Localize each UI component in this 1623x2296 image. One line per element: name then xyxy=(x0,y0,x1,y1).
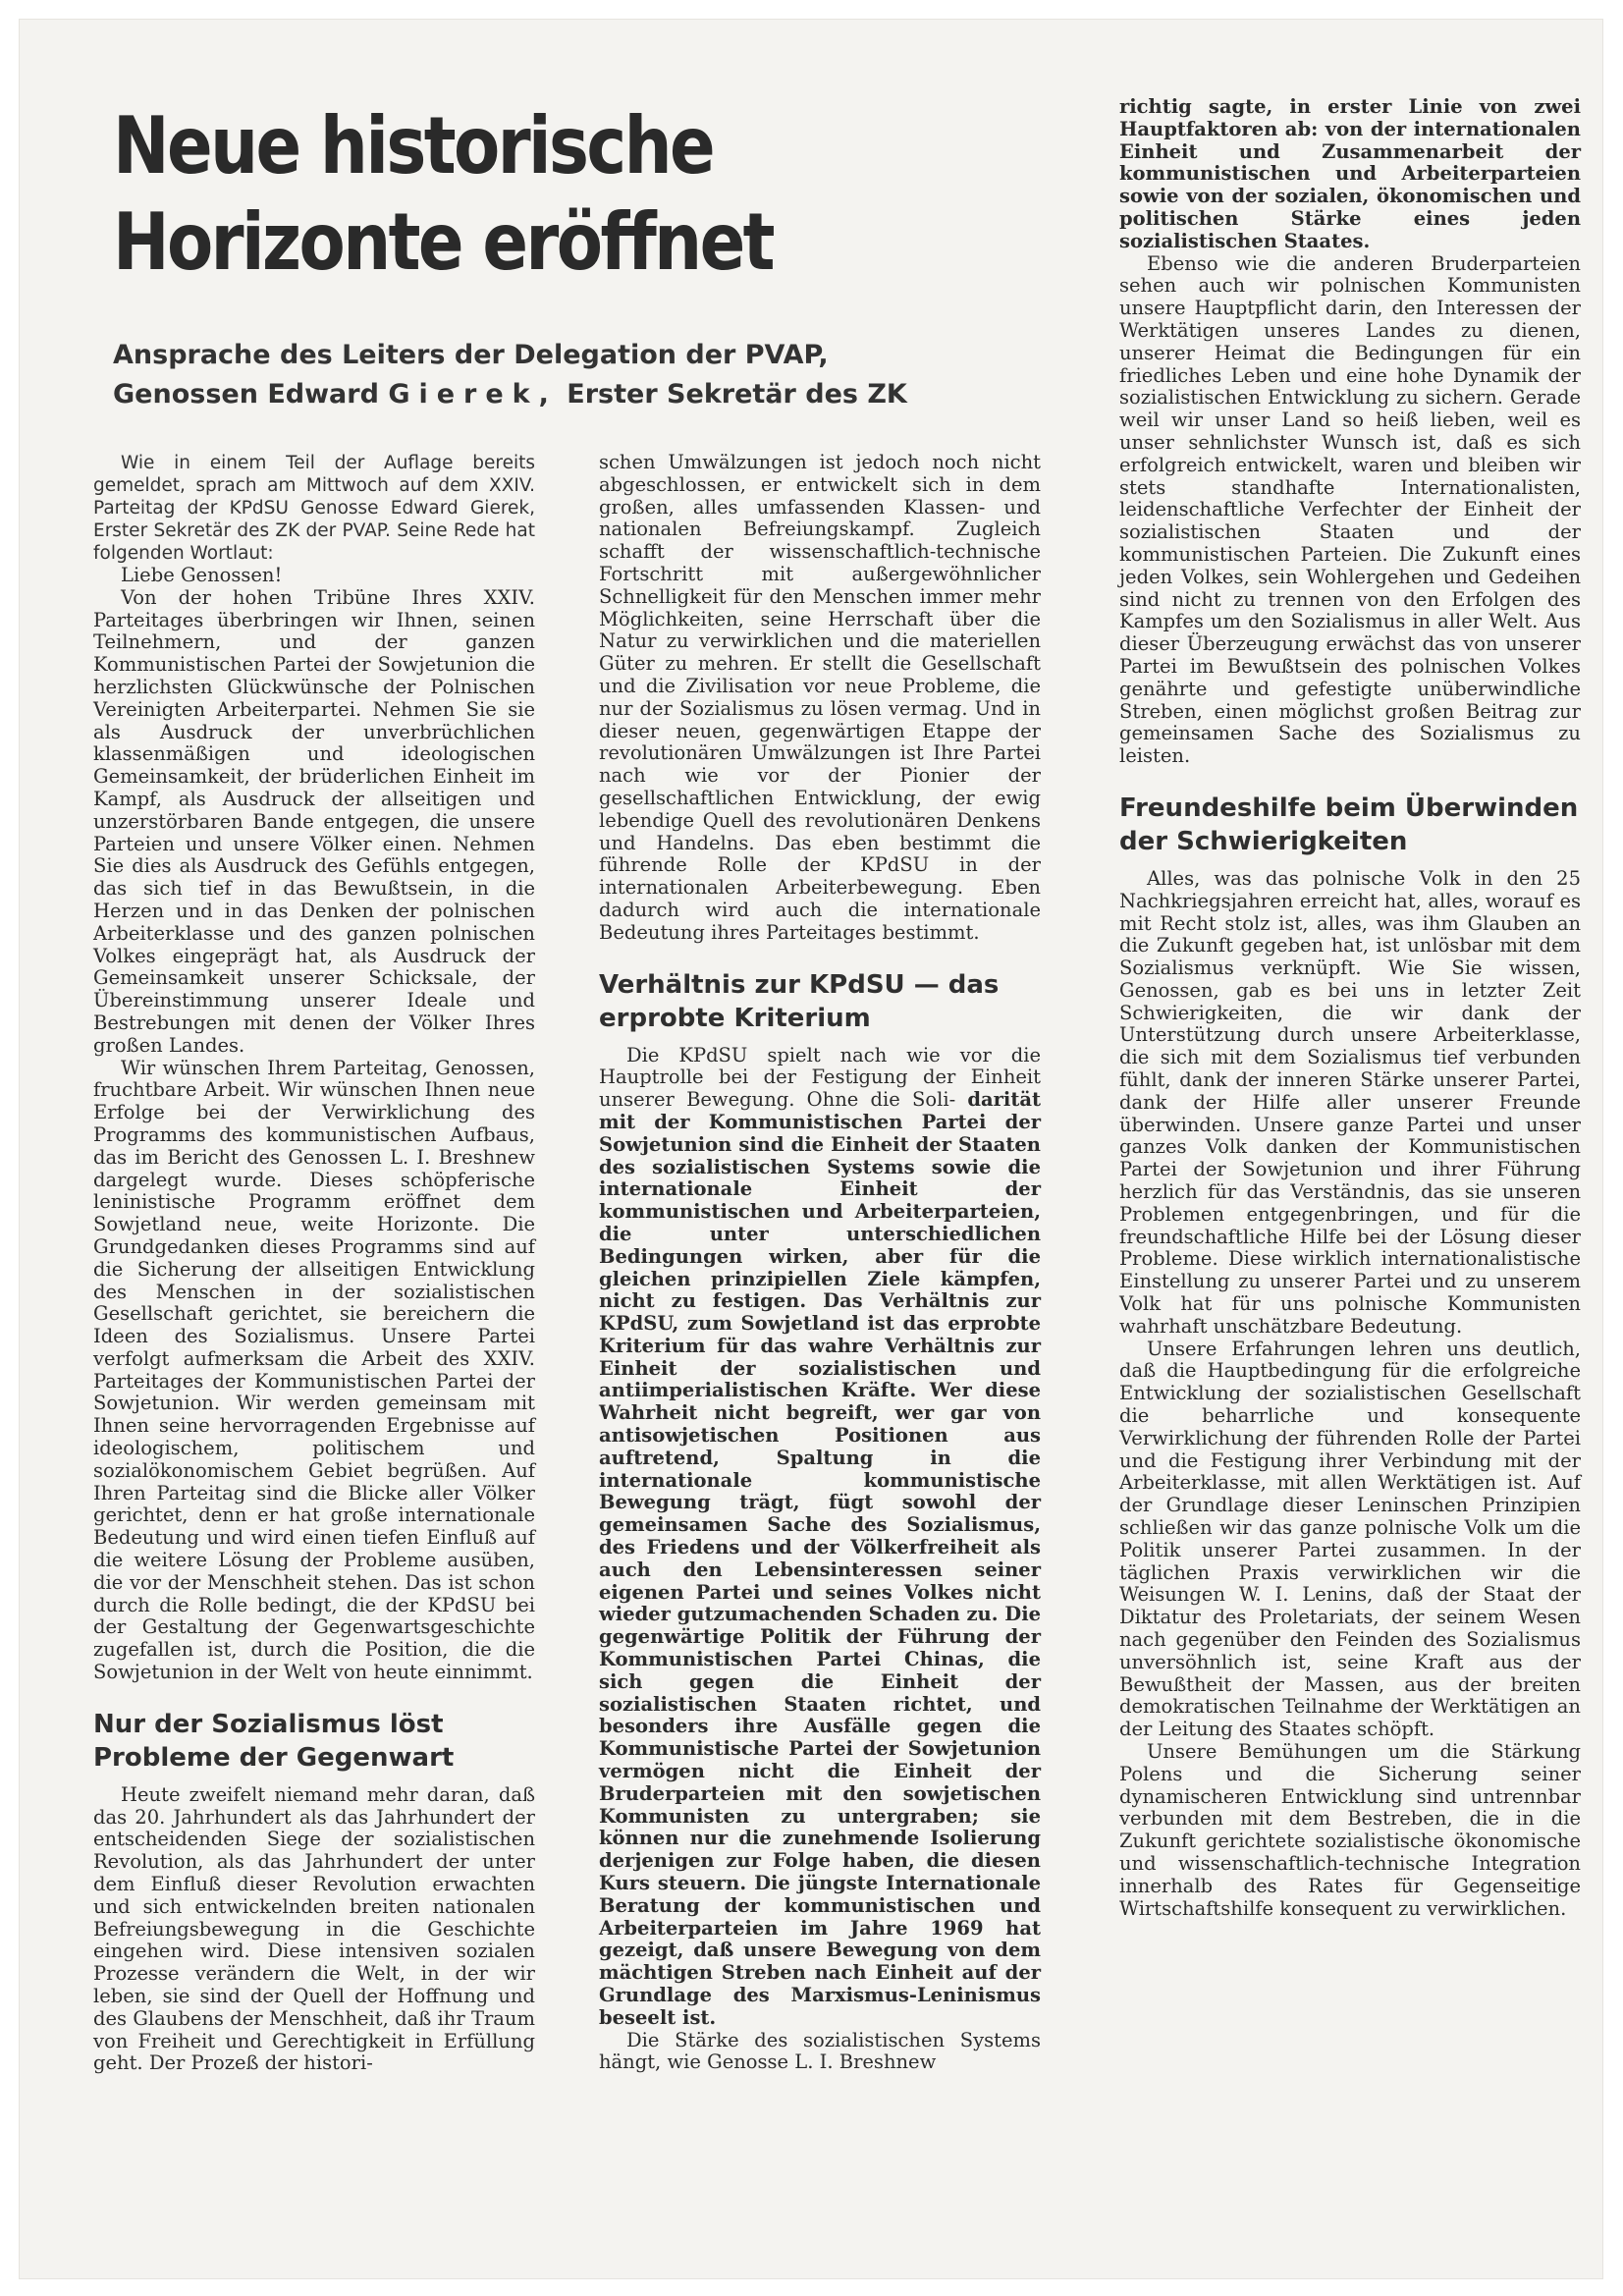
subhead-line-1: Ansprache des Leiters der Delegation der PVAP, xyxy=(113,340,829,370)
bold-text: darität mit der Kommunistischen Partei der Sowjetunion sind die Einheit der Staaten des sozialistischen Systems sowie die internationale Einheit der kommunistischen und Arbeiterparteien, die unter unterschiedlichen Bedingungen wirken, aber für die gleichen prinzipiellen Ziele kämpfen, nicht zu festigen. Das Verhältnis zur KPdSU, zum Sowjetland ist das erprobte Kriterium für das wahre Verhältnis zur Einheit der sozialistischen und antiimperialistischen Kräfte. Wer diese Wahrheit nicht begreift, wer gar von antisowjetischen Positionen aus auftretend, Spaltung in die internationale kommunistische Bewegung trägt, fügt sowohl der gemeinsamen Sache des Sozialismus, des Friedens und der Völkerfreiheit als auch den Lebensinteressen seiner eigenen Partei und seines Volkes nicht wieder gutzumachenden Schaden zu. Die gegenwärtige Politik der Führung der Kommunistischen Partei Chinas, die sich gegen die Einheit der sozialistischen Staaten richtet, und besonders ihre Ausfälle gegen die Kommunistische Partei der Sowjetunion vermögen nicht die Einheit der Bruderparteien mit den sowjetischen Kommunisten zu untergraben; sie können nur die zunehmende Isolierung derjenigen zur Folge haben, die diesen Kurs steuern. Die jüngste Internationale Beratung der kommunistischen und Arbeiterparteien im Jahre 1969 hat gezeigt, daß unsere Bewegung von dem mächtigen Streben nach Einheit auf der Grundlage des Marxismus-Leninismus beseelt ist. xyxy=(599,1088,1042,2029)
lead-paragraph: Wie in einem Teil der Auflage bereits gemeldet, sprach am Mittwoch auf dem XXIV. Parteitag der KPdSU Genosse Edward Gierek, Erster Sekretär des ZK der PVAP. Seine Rede hat folgenden Wortlaut: xyxy=(93,453,535,564)
subheadline xyxy=(113,336,997,414)
column-3 xyxy=(1119,96,1581,1920)
body-paragraph: Unsere Erfahrungen lehren uns deutlich, daß die Hauptbedingung für die erfolgreiche Entwicklung der sozialistischen Gesellschaft die beharrliche und konsequente Verwirklichung der führenden Rolle der Partei und die Festigung ihrer Verbindung mit der Arbeiterklasse, mit allen Werktätigen ist. Auf der Grundlage dieser Leninschen Prinzipien schließen wir das ganze polnische Volk um die Politik unserer Partei zusammen. In der täglichen Praxis verwirklichen wir die Weisungen W. I. Lenins, daß der Staat der Diktatur des Proletariats, der seinem Wesen nach gegenüber den Feinden des Sozialismus unversöhnlich ist, seine Kraft aus der Bewußtheit der Massen, aus der breiten demokratischen Teilnahme der Werktätigen an der Leitung des Staates schöpft. xyxy=(1119,1337,1581,1741)
newspaper-clipping xyxy=(20,20,1602,2278)
body-paragraph: Wir wünschen Ihrem Parteitag, Genossen, fruchtbare Arbeit. Wir wünschen Ihnen neue Erfolge bei der Verwirklichung des Programms des kommunistischen Aufbaus, das im Bericht des Genossen L. I. Breshnew dargelegt wurde. Dieses schöpferische leninistische Programm eröffnet dem Sowjetland neue, weite Horizonte. Die Grundgedanken dieses Programms sind auf die Sicherung der allseitigen Entwicklung des Menschen in der sozialistischen Gesellschaft gerichtet, sie bereichern die Ideen des Sozialismus. Unsere Partei verfolgt aufmerksam die Arbeit des XXIV. Parteitages der Kommunistischen Partei der Sowjetunion. Wir werden gemeinsam mit Ihnen seine hervorragenden Ergebnisse auf ideologischem, politischem und sozialökonomischem Gebiet begrüßen. Auf Ihren Parteitag sind die Blicke aller Völker gerichtet, denn er hat große internationale Bedeutung und wird einen tiefen Einfluß auf die weitere Lösung der Probleme ausüben, die vor der Menschheit stehen. Das ist schon durch die Rolle bedingt, die der KPdSU bei der Gestaltung der Gegenwartsgeschichte zugefallen ist, durch die Position, die die Sowjetunion in der Welt von heute einnimmt. xyxy=(93,1056,535,1684)
headline-line-2: Horizonte eröffnet xyxy=(113,196,773,288)
column-1 xyxy=(93,452,535,2075)
body-paragraph: richtig sagte, in erster Linie von zwei Hauptfaktoren ab: von der internationalen Einheit und Zusammenarbeit der kommunistischen und Arbeiterparteien sowie von der sozialen, ökonomischen und politischen Stärke eines jeden sozialistischen Staates. xyxy=(1119,95,1581,252)
subhead-line-2b: Erster Sekretär des ZK xyxy=(567,379,907,410)
subhead-line-2a: Genossen Edward xyxy=(113,379,379,410)
headline-line-1: Neue historische xyxy=(113,100,714,191)
headline xyxy=(113,98,957,291)
body-paragraph: Von der hohen Tribüne Ihres XXIV. Parteitages überbringen wir Ihnen, seinen Teilnehmern, und der ganzen Kommunistischen Partei der Sowjetunion die herzlichsten Glückwünsche der Polnischen Vereinigten Arbeiterpartei. Nehmen Sie sie als Ausdruck der unverbrüchlichen klassenmäßigen und ideologischen Gemeinsamkeit, der brüderlichen Einheit im Kampf, als Ausdruck der allseitigen und unzerstörbaren Bande entgegen, die unsere Parteien und unsere Völker einen. Nehmen Sie dies als Ausdruck des Gefühls entgegen, das sich tief in das Bewußtsein, in die Herzen und in das Denken der polnischen Arbeiterklasse und des ganzen polnischen Volkes eingeprägt hat, als Ausdruck der Gemeinsamkeit unserer Schicksale, der Übereinstimmung unserer Ideale und Bestrebungen mit denen der Völker Ihres großen Landes. xyxy=(93,585,535,1057)
body-paragraph: Unsere Bemühungen um die Stärkung Polens und die Sicherung seiner dynamischeren Entwicklung sind untrennbar verbunden mit dem Bestreben, die in die Zukunft gerichtete sozialistische ökonomische und wissenschaftlich-technische Integration innerhalb des Rates für Gegenseitige Wirtschaftshilfe konsequent zu verwirklichen. xyxy=(1119,1739,1581,1920)
section-heading-freundeshilfe: Freundeshilfe beim Überwinden der Schwierigkeiten xyxy=(1119,793,1579,856)
body-paragraph xyxy=(599,1045,1041,2030)
body-text: Die KPdSU spielt nach wie vor die Hauptrolle bei der Festigung der Einheit unserer Bewegung. Ohne die Soli- xyxy=(599,1043,1041,1112)
subhead-name: Gierek, xyxy=(388,379,558,410)
section-heading-sozialismus: Nur der Sozialismus löst Probleme der Gegenwart xyxy=(93,1709,455,1773)
body-paragraph: Alles, was das polnische Volk in den 25 Nachkriegsjahren erreicht hat, alles, worauf es mit Recht stolz ist, alles, was ihm Glauben an die Zukunft gegeben hat, ist unlösbar mit dem Sozialismus verknüpft. Wie Sie wissen, Genossen, gab es bei uns in letzter Zeit Schwierigkeiten, die wir dank der Unterstützung durch unsere Arbeiterklasse, die sich mit dem Sozialismus tief verbunden fühlt, dank der inneren Stärke unserer Partei, dank der Hilfe aller unserer Freunde überwinden. Unsere ganze Partei und unser ganzes Volk danken der Kommunistischen Partei der Sowjetunion und ihrer Führung herzlich für das Verständnis, das sie unseren Problemen entgegenbringen, und für die freundschaftliche Hilfe bei der Lösung dieser Probleme. Diese wirklich internationalistische Einstellung zu unserer Partei und zu unserem Volk hat für uns polnische Kommunisten wahrhaft unschätzbare Bedeutung. xyxy=(1119,866,1581,1338)
body-paragraph: Ebenso wie die anderen Bruderparteien sehen auch wir polnischen Kommunisten unsere Hauptpflicht darin, den Interessen der Werktätigen unseres Landes zu dienen, unserer Heimat die Bedingungen für ein friedliches Leben und eine hohe Dynamik der sozialistischen Entwicklung zu sichern. Gerade weil wir unser Land so heiß lieben, weil es unser sehnlichster Wunsch ist, daß es sich erfolgreich entwickelt, waren und bleiben wir stets standhafte Internationalisten, leidenschaftliche Verfechter der Einheit der sozialistischen Staaten und der kommunistischen Parteien. Die Zukunft eines jeden Volkes, sein Wohlergehen und Gedeihen sind nicht zu trennen von den Erfolgen des Kampfes um den Sozialismus in aller Welt. Aus dieser Überzeugung erwächst das von unserer Partei im Bewußtsein des polnischen Volkes genährte und gefestigte unüberwindliche Streben, einen möglichst großen Beitrag zur gemeinsamen Sache des Sozialismus zu leisten. xyxy=(1119,251,1581,768)
section-heading-kpdsu: Verhältnis zur KPdSU — das erprobte Kriterium xyxy=(599,969,1000,1033)
body-paragraph: Heute zweifelt niemand mehr daran, daß das 20. Jahrhundert als das Jahrhundert der entscheidenden Siege der sozialistischen Revolution, als das Jahrhundert der unter dem Einfluß dieser Revolution erwachten und sich entwickelnden breiten nationalen Befreiungsbewegung in die Geschichte eingehen wird. Diese intensiven sozialen Prozesse verändern die Welt, in der wir leben, sie sind der Quell der Hoffnung und des Glaubens der Menschheit, daß ihr Traum von Freiheit und Gerechtigkeit in Erfüllung geht. Der Prozeß der histori- xyxy=(93,1782,535,2075)
greeting: Liebe Genossen! xyxy=(121,564,283,586)
column-2 xyxy=(599,452,1041,2074)
body-paragraph: schen Umwälzungen ist jedoch noch nicht abgeschlossen, er entwickelt sich in dem großen, alles umfassenden Klassen- und nationalen Befreiungskampf. Zugleich schafft der wissenschaftlich-technische Fortschritt mit außergewöhnlicher Schnelligkeit für den Menschen immer mehr Möglichkeiten, seine Herrschaft über die Natur zu verwirklichen und die materiellen Güter zu mehren. Er stellt die Gesellschaft und die Zivilisation vor neue Probleme, die nur der Sozialismus zu lösen vermag. Und in dieser neuen, gegenwärtigen Etappe der revolutionären Umwälzungen ist Ihre Partei nach wie vor der Pionier der gesellschaftlichen Entwicklung, der ewig lebendige Quell des revolutionären Denkens und Handelns. Das eben bestimmt die führende Rolle der KPdSU in der internationalen Arbeiterbewegung. Eben dadurch wird auch die internationale Bedeutung ihres Parteitages bestimmt. xyxy=(599,451,1041,944)
body-paragraph: Die Stärke des sozialistischen Systems hängt, wie Genosse L. I. Breshnew xyxy=(599,2028,1041,2074)
